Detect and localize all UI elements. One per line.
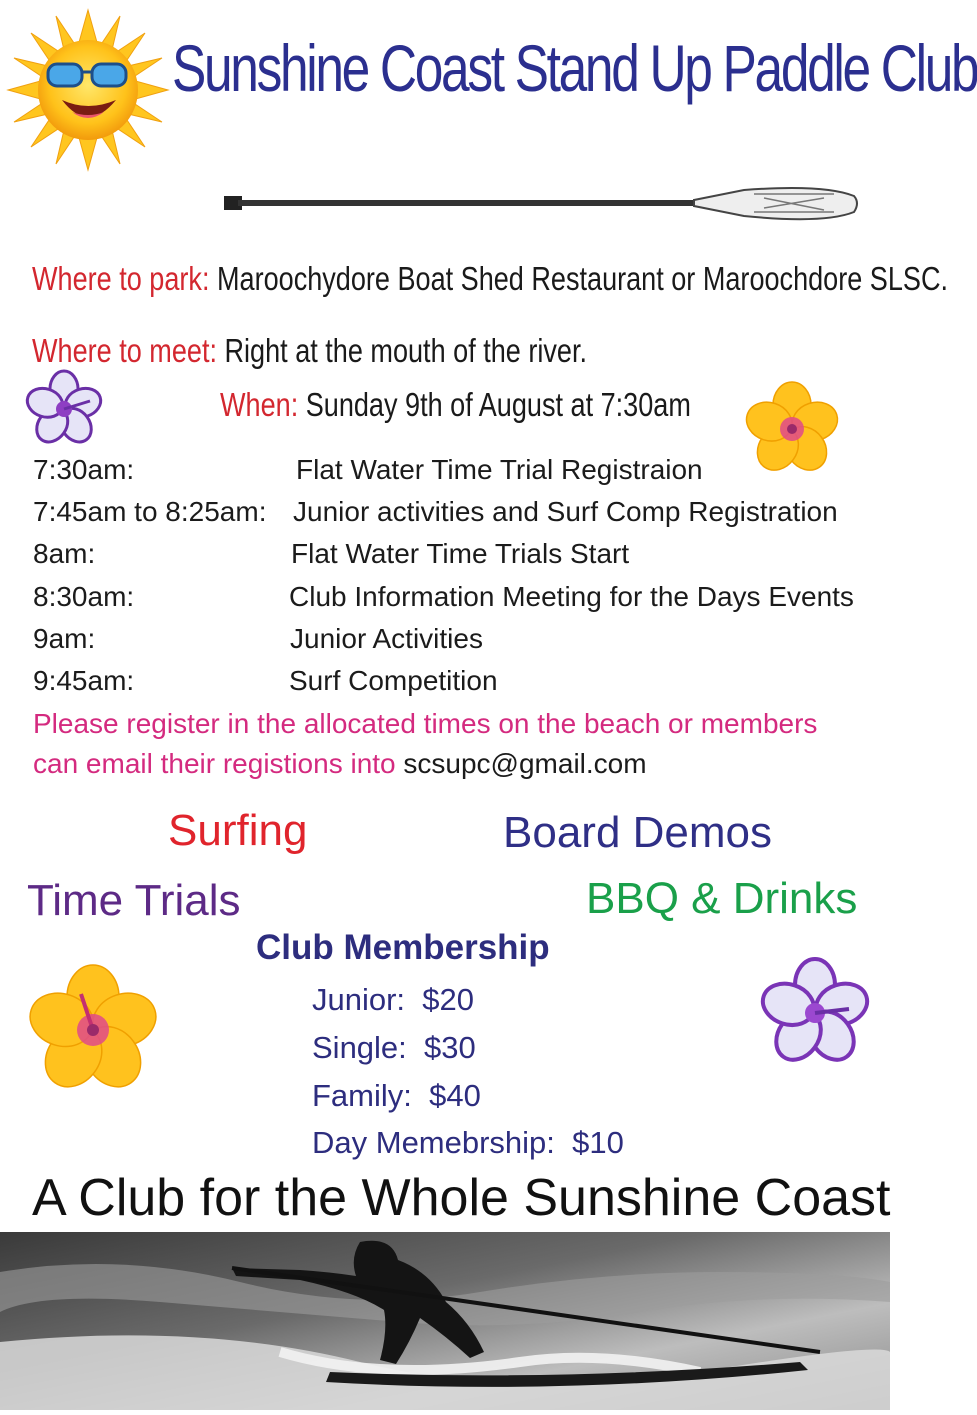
meet-line — [32, 332, 587, 370]
membership-label: Family: — [312, 1078, 412, 1113]
when-value: Sunday 9th of August at 7:30am — [305, 386, 691, 423]
schedule-time: 9:45am: — [33, 665, 135, 696]
membership-item — [312, 1125, 624, 1161]
park-line — [32, 260, 948, 298]
schedule-event: Flat Water Time Trial Registraion — [296, 454, 703, 485]
hibiscus-flower-icon — [744, 384, 840, 474]
schedule-event: Junior Activities — [290, 623, 483, 654]
register-line-2: can email their registions into — [33, 748, 396, 779]
surfer-photo — [0, 1232, 890, 1410]
schedule-event: Surf Competition — [289, 665, 498, 696]
schedule-time: 8am: — [33, 538, 96, 569]
register-line-2-wrap — [33, 748, 817, 780]
schedule-time: 7:30am: — [33, 454, 135, 485]
activity-time-trials: Time Trials — [27, 876, 241, 925]
park-value: Maroochydore Boat Shed Restaurant or Maroochdore SLSC. — [216, 260, 949, 297]
membership-label: Day Memebrship: — [312, 1125, 555, 1160]
activity-surfing: Surfing — [168, 806, 308, 855]
membership-price: $30 — [424, 1030, 476, 1065]
schedule-time: 9am: — [33, 623, 96, 654]
schedule-time: 7:45am to 8:25am: — [33, 496, 267, 527]
membership-price: $10 — [572, 1125, 624, 1160]
membership-label: Junior: — [312, 982, 406, 1017]
membership-item — [312, 1030, 476, 1066]
tagline: A Club for the Whole Sunshine Coast — [32, 1169, 891, 1227]
membership-price: $20 — [422, 982, 475, 1017]
activity-board-demos: Board Demos — [503, 808, 773, 857]
register-line-1: Please register in the allocated times on the beach or members — [33, 708, 818, 739]
schedule-event: Club Information Meeting for the Days Events — [289, 581, 854, 612]
register-email-link[interactable]: scsupc@gmail.com — [403, 748, 647, 779]
sun-with-sunglasses-icon — [6, 8, 170, 172]
register-note — [33, 708, 817, 780]
meet-value: Right at the mouth of the river. — [224, 332, 588, 369]
hibiscus-flower-icon — [760, 958, 870, 1068]
paddle-icon — [224, 182, 860, 226]
membership-price: $40 — [429, 1078, 481, 1113]
membership-item — [312, 982, 474, 1018]
hibiscus-flower-icon — [30, 966, 156, 1094]
activity-bbq: BBQ & Drinks — [586, 874, 858, 923]
membership-heading: Club Membership — [256, 928, 550, 967]
when-label: When: — [220, 386, 299, 423]
schedule-time: 8:30am: — [33, 581, 135, 612]
hibiscus-flower-icon — [26, 372, 102, 446]
park-label: Where to park: — [32, 260, 210, 297]
when-line — [220, 386, 691, 424]
meet-label: Where to meet: — [32, 332, 217, 369]
membership-label: Single: — [312, 1030, 407, 1065]
page-title: Sunshine Coast Stand Up Paddle Club — [172, 31, 977, 105]
membership-item — [312, 1078, 481, 1114]
schedule-event: Junior activities and Surf Comp Registration — [293, 496, 838, 527]
schedule-event: Flat Water Time Trials Start — [291, 538, 630, 569]
